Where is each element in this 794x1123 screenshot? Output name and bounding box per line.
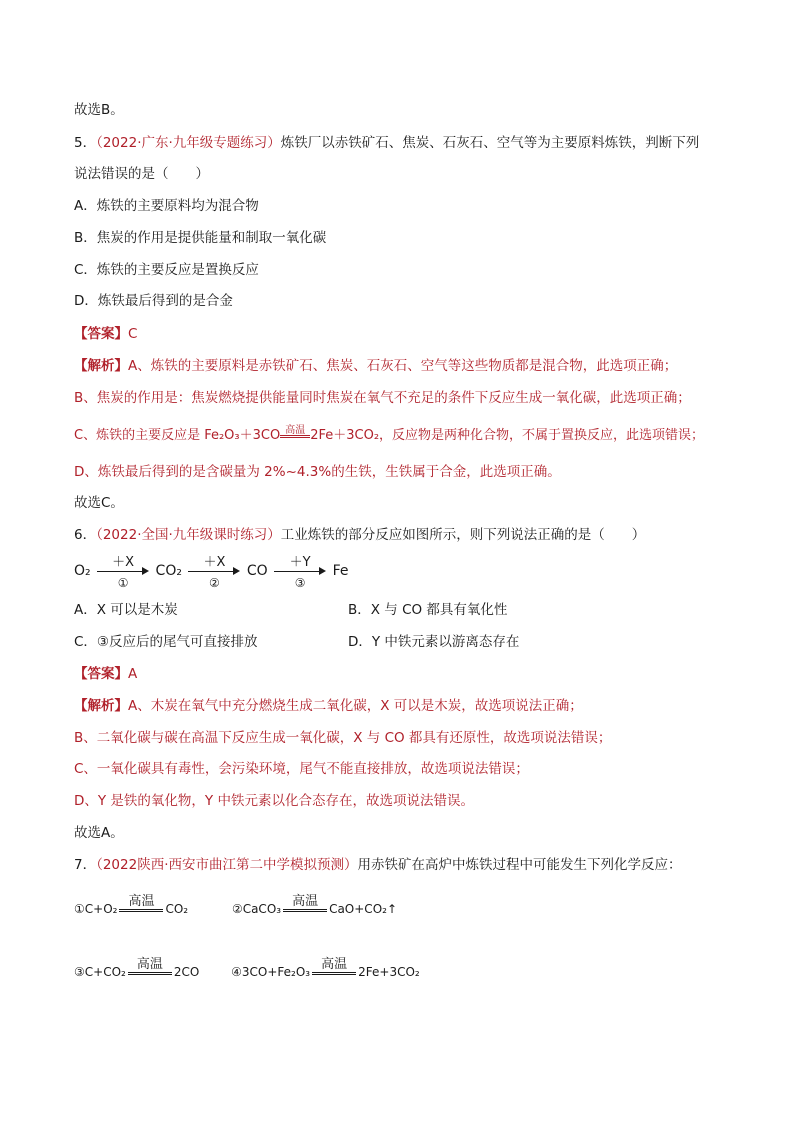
q6-analysis-a — [74, 697, 583, 715]
reaction-3-right: 2CO — [173, 965, 200, 979]
q6-stem — [74, 526, 645, 544]
chain-arrow-1 — [97, 555, 149, 590]
reaction-2-num: ② — [231, 902, 243, 916]
q5-source: （2022·广东·九年级专题练习） — [96, 135, 281, 151]
q6-number: 6． — [74, 527, 97, 543]
chain-arrow-1-bot: ① — [117, 576, 129, 590]
q6-analysis-label: 【解析】 — [74, 698, 128, 714]
q5-condition-bar — [280, 435, 310, 438]
arrow-shaft — [97, 571, 143, 572]
q5-stem-text1: 炼铁厂以赤铁矿石、焦炭、石灰石、空气等为主要原料炼铁，判断下列 — [280, 135, 700, 151]
chain-species-1: CO₂ — [155, 563, 182, 579]
q5-option-d: D．炼铁最后得到的是合金 — [74, 293, 233, 309]
reaction-3-num: ③ — [74, 965, 85, 979]
q7-reaction-4 — [231, 956, 420, 979]
reaction-4-condition — [312, 956, 356, 979]
q5-analysis-b: B、焦炭的作用是：焦炭燃烧提供能量同时焦炭在氧气不充足的条件下反应生成一氧化碳，此选项正确； — [74, 390, 691, 406]
arrow-shaft — [274, 571, 320, 572]
q5-conclusion: 故选C。 — [74, 495, 124, 511]
q4-conclusion: 故选B。 — [74, 102, 124, 118]
q7-reaction-3 — [74, 956, 200, 979]
q6-answer-value: A — [128, 666, 138, 682]
chain-species-3: Fe — [332, 563, 349, 579]
q5-analysis-c-right: 2Fe＋3CO₂，反应物是两种化合物，不属于置换反应，此选项错误； — [310, 428, 705, 443]
equal-bar — [283, 909, 327, 912]
equal-bar — [128, 972, 172, 975]
q5-option-a: A．炼铁的主要原料均为混合物 — [74, 198, 259, 214]
chain-species-2: CO — [246, 563, 268, 579]
q6-analysis-c: C、一氧化碳具有毒性，会污染环境，尾气不能直接排放，故选项说法错误； — [74, 761, 529, 777]
q6-option-d: D．Y 中铁元素以游离态存在 — [348, 634, 520, 650]
chain-arrow-2 — [188, 555, 240, 590]
reaction-2-right: CaO+CO₂↑ — [329, 902, 397, 916]
reaction-2-condition-text: 高温 — [292, 893, 319, 909]
chain-arrow-2-top: ＋X — [203, 555, 226, 570]
q5-analysis-a-text: A、炼铁的主要原料是赤铁矿石、焦炭、石灰石、空气等这些物质都是混合物，此选项正确； — [128, 358, 678, 374]
q5-option-b: B．焦炭的作用是提供能量和制取一氧化碳 — [74, 230, 327, 246]
equal-bar — [312, 972, 356, 975]
equal-bar — [119, 909, 163, 912]
q6-stem-text: 工业炼铁的部分反应如图所示，则下列说法正确的是（ ） — [280, 527, 646, 543]
reaction-1-left: C+O₂ — [84, 902, 118, 916]
q6-analysis-a-text: A、木炭在氧气中充分燃烧生成二氧化碳，X 可以是木炭，故选项说法正确； — [128, 698, 583, 714]
q5-answer-label: 【答案】 — [74, 326, 128, 342]
reaction-3-condition-text: 高温 — [136, 956, 163, 972]
q5-analysis-c — [74, 424, 705, 445]
chain-arrow-3-top: ＋Y — [289, 555, 311, 570]
reaction-1-condition-text: 高温 — [128, 893, 155, 909]
q5-analysis-label: 【解析】 — [74, 358, 128, 374]
reaction-4-right: 2Fe+3CO₂ — [358, 965, 420, 979]
q5-analysis-d: D、炼铁最后得到的是含碳量为 2%~4.3%的生铁，生铁属于合金，此选项正确。 — [74, 464, 561, 480]
q5-condition-mark — [280, 424, 310, 441]
reaction-1-num: ① — [74, 902, 85, 916]
reaction-4-condition-text: 高温 — [321, 956, 348, 972]
q6-answer — [74, 665, 137, 683]
q5-analysis-a — [74, 357, 677, 375]
q5-analysis-c-left: C、炼铁的主要反应是 Fe₂O₃＋3CO — [74, 428, 281, 443]
q7-stem — [74, 856, 682, 874]
q5-condition-text: 高温 — [285, 424, 306, 436]
q6-answer-label: 【答案】 — [74, 666, 128, 682]
reaction-4-num: ④ — [231, 965, 242, 979]
q6-option-c: C．③反应后的尾气可直接排放 — [74, 634, 258, 650]
q6-conclusion: 故选A。 — [74, 825, 124, 841]
q7-reactions-row1 — [74, 893, 397, 916]
reaction-3-left: C+CO₂ — [84, 965, 126, 979]
q6-analysis-d: D、Y 是铁的氧化物，Y 中铁元素以化合态存在，故选项说法错误。 — [74, 793, 474, 809]
q5-stem-line2: 说法错误的是（ ） — [74, 166, 209, 182]
q5-answer-value: C — [128, 326, 138, 342]
q6-option-a: A．X 可以是木炭 — [74, 602, 178, 618]
chain-arrow-1-top: ＋X — [112, 555, 135, 570]
reaction-2-left: CaCO₃ — [242, 902, 282, 916]
q7-reactions-row2 — [74, 956, 420, 979]
q5-answer — [74, 325, 137, 343]
q6-option-b: B．X 与 CO 都具有氧化性 — [348, 602, 508, 618]
reaction-4-left: 3CO+Fe₂O₃ — [241, 965, 311, 979]
arrow-shaft — [188, 571, 234, 572]
chain-arrow-2-bot: ② — [209, 576, 220, 590]
q7-reaction-1 — [74, 893, 189, 916]
reaction-3-condition — [128, 956, 172, 979]
chain-arrow-3 — [274, 555, 326, 590]
q6-reaction-chain — [74, 555, 349, 590]
q7-stem-text: 用赤铁矿在高炉中炼铁过程中可能发生下列化学反应： — [357, 857, 682, 873]
q6-source: （2022·全国·九年级课时练习） — [96, 527, 281, 543]
chain-arrow-3-bot: ③ — [294, 576, 306, 590]
reaction-2-condition — [283, 893, 327, 916]
q6-analysis-b: B、二氧化碳与碳在高温下反应生成一氧化碳，X 与 CO 都具有还原性，故选项说法错误； — [74, 730, 612, 746]
reaction-1-condition — [119, 893, 163, 916]
q5-stem-line1 — [74, 134, 699, 152]
q7-number: 7． — [74, 857, 97, 873]
q5-option-c: C．炼铁的主要反应是置换反应 — [74, 262, 259, 278]
q7-reaction-2 — [231, 893, 397, 916]
q5-number: 5． — [74, 135, 97, 151]
reaction-1-right: CO₂ — [165, 902, 189, 916]
q7-source: （2022陕西·西安市曲江第二中学模拟预测） — [96, 857, 358, 873]
chain-species-0: O₂ — [74, 563, 91, 579]
